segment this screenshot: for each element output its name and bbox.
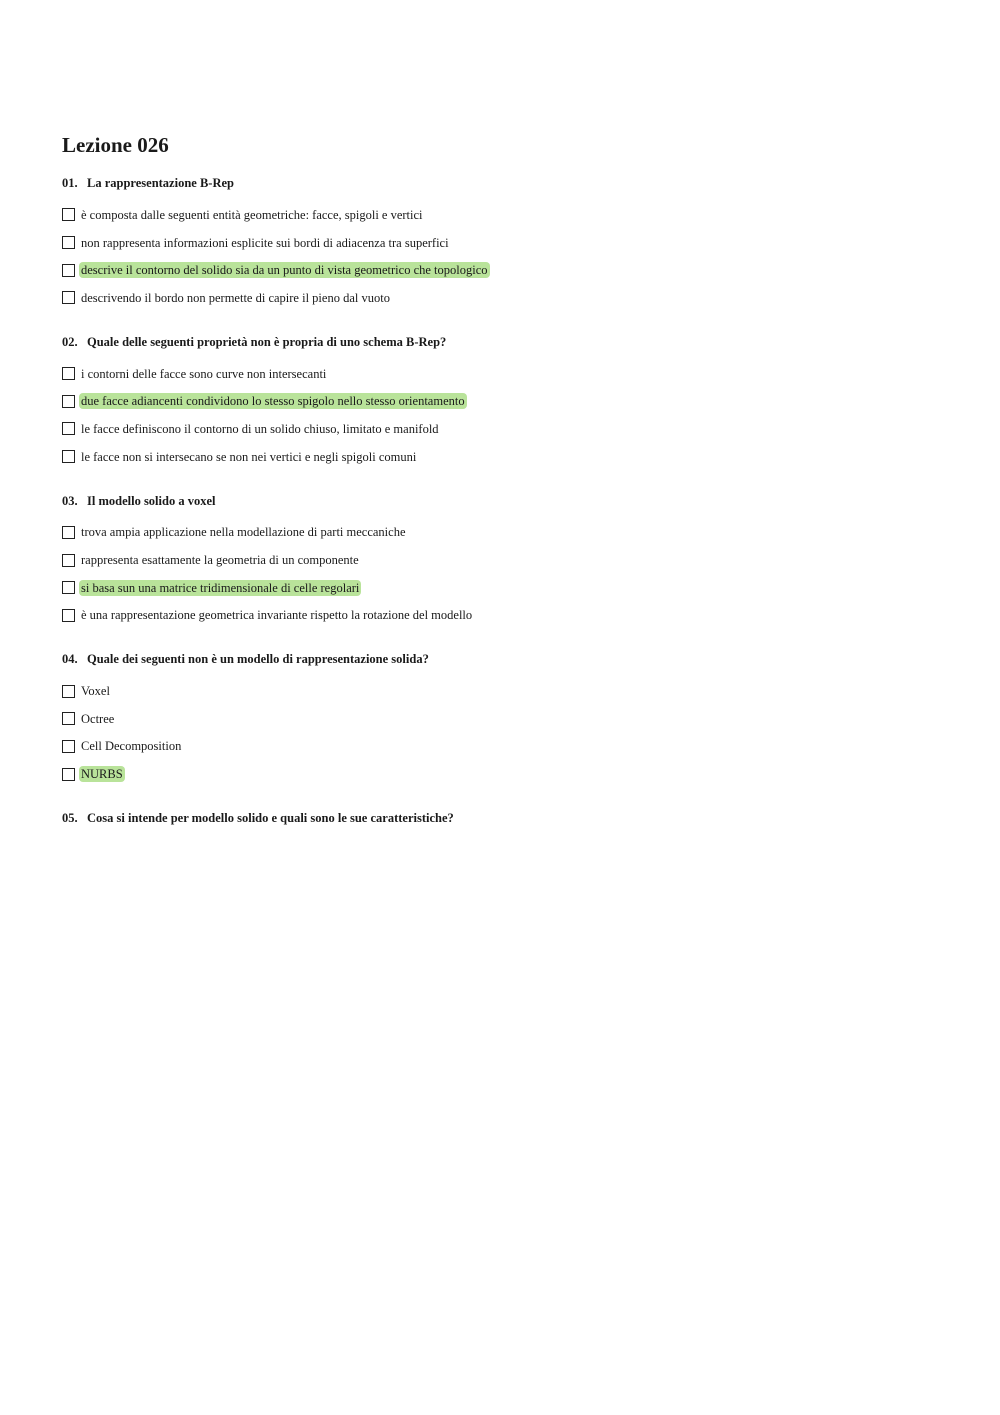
question-3: [62, 493, 942, 630]
answer-option[interactable]: [62, 360, 942, 388]
answer-checkbox[interactable]: [62, 609, 75, 622]
answer-text: Cell Decomposition: [81, 739, 182, 754]
answer-checkbox[interactable]: [62, 768, 75, 781]
answer-checkbox[interactable]: [62, 526, 75, 539]
answer-checkbox[interactable]: [62, 554, 75, 567]
question-2: [62, 334, 942, 471]
answer-text: le facce definiscono il contorno di un solido chiuso, limitato e manifold: [81, 421, 439, 436]
quiz-page: [62, 130, 942, 848]
answer-text: Octree: [81, 711, 115, 726]
question-5: [62, 810, 942, 826]
answer-options: [62, 519, 942, 630]
answer-checkbox[interactable]: [62, 395, 75, 408]
answer-text-correct: si basa sun una matrice tridimensionale di celle regolari: [81, 580, 360, 595]
answer-checkbox[interactable]: [62, 740, 75, 753]
answer-option[interactable]: [62, 733, 942, 761]
answer-text-correct: descrive il contorno del solido sia da un punto di vista geometrico che topologico: [81, 263, 488, 278]
answer-text: Voxel: [81, 684, 110, 699]
answer-option[interactable]: [62, 677, 942, 705]
question-heading: [62, 175, 942, 191]
answer-checkbox[interactable]: [62, 208, 75, 221]
answer-option[interactable]: [62, 284, 942, 312]
question-text: Il modello solido a voxel: [87, 493, 216, 508]
question-heading: [62, 651, 942, 667]
answer-checkbox[interactable]: [62, 581, 75, 594]
answer-text: rappresenta esattamente la geometria di un componente: [81, 553, 359, 568]
question-text: Cosa si intende per modello solido e quali sono le sue caratteristiche?: [87, 811, 454, 825]
question-heading: [62, 334, 942, 350]
answer-options: [62, 677, 942, 788]
answer-option[interactable]: [62, 546, 942, 574]
answer-checkbox[interactable]: [62, 422, 75, 435]
question-number: 03.: [62, 493, 78, 508]
answer-text: è una rappresentazione geometrica invariante rispetto la rotazione del modello: [81, 608, 473, 623]
question-number: 04.: [62, 652, 78, 667]
answer-checkbox[interactable]: [62, 367, 75, 380]
question-text: La rappresentazione B-Rep: [87, 176, 234, 190]
question-text: Quale dei seguenti non è un modello di rappresentazione solida?: [87, 652, 429, 667]
answer-option[interactable]: [62, 760, 942, 788]
answer-text: è composta dalle seguenti entità geometriche: facce, spigoli e vertici: [81, 207, 423, 222]
question-heading: [62, 810, 942, 826]
answer-checkbox[interactable]: [62, 450, 75, 463]
answer-text: non rappresenta informazioni esplicite sui bordi di adiacenza tra superfici: [81, 235, 449, 250]
question-text: Quale delle seguenti proprietà non è propria di uno schema B-Rep?: [87, 334, 447, 349]
answer-option[interactable]: [62, 519, 942, 547]
answer-option[interactable]: [62, 415, 942, 443]
answer-option[interactable]: [62, 201, 942, 229]
answer-option[interactable]: [62, 574, 942, 602]
answer-checkbox[interactable]: [62, 236, 75, 249]
question-number: 02.: [62, 334, 78, 349]
answer-options: [62, 201, 942, 312]
answer-text-correct: due facce adiancenti condividono lo stesso spigolo nello stesso orientamento: [81, 394, 465, 409]
question-number: 05.: [62, 811, 78, 825]
answer-text: trova ampia applicazione nella modellazione di parti meccaniche: [81, 525, 406, 540]
answer-options: [62, 360, 942, 471]
lesson-title: Lezione 026: [62, 133, 169, 157]
answer-option[interactable]: [62, 387, 942, 415]
answer-text: i contorni delle facce sono curve non intersecanti: [81, 366, 327, 381]
question-number: 01.: [62, 176, 78, 190]
answer-checkbox[interactable]: [62, 264, 75, 277]
answer-text: le facce non si intersecano se non nei vertici e negli spigoli comuni: [81, 449, 417, 464]
answer-checkbox[interactable]: [62, 291, 75, 304]
answer-option[interactable]: [62, 443, 942, 471]
answer-option[interactable]: [62, 705, 942, 733]
answer-option[interactable]: [62, 229, 942, 257]
answer-checkbox[interactable]: [62, 712, 75, 725]
answer-text: descrivendo il bordo non permette di capire il pieno dal vuoto: [81, 290, 390, 305]
answer-option[interactable]: [62, 602, 942, 630]
question-heading: [62, 493, 942, 509]
question-list: [62, 175, 942, 826]
answer-option[interactable]: [62, 256, 942, 284]
question-1: [62, 175, 942, 312]
question-4: [62, 651, 942, 788]
answer-text-correct: NURBS: [81, 767, 123, 782]
answer-checkbox[interactable]: [62, 685, 75, 698]
